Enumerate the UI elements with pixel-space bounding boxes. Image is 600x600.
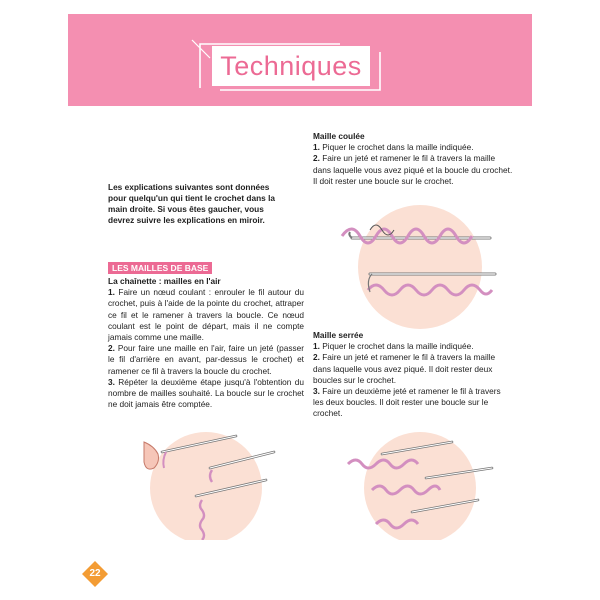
maille-serree-illustration	[342, 430, 502, 540]
maille-serree-title: Maille serrée	[313, 330, 364, 340]
chainette-block	[108, 276, 304, 410]
maille-coulee-step-2: 2. Faire un jeté et ramener le fil à travers la maille dans laquelle vous avez piqué et la boucle du crochet. Il doit rester une boucle sur le crochet.	[313, 153, 513, 186]
maille-serree-block	[313, 330, 513, 420]
section-tag: LES MAILLES DE BASE	[108, 262, 212, 274]
maille-coulee-step-1: 1. Piquer le crochet dans la maille indiquée.	[313, 142, 474, 153]
title-frame	[190, 38, 390, 94]
maille-serree-step-2: 2. Faire un jeté et ramener le fil à travers la maille dans laquelle vous avez piqué. Il doit rester deux boucles sur le crochet.	[313, 352, 496, 385]
chainette-step-1: 1. Faire un nœud coulant : enrouler le fil autour du crochet, puis à l'aide de la pointe du crochet, attraper ce fil et le ramener à travers la boucle. Ce nœud coulant est le point de départ, mais il ne compte jamais comme une maille.	[108, 287, 304, 343]
maille-serree-step-3: 3. Faire un deuxième jeté et ramener le fil à travers les deux boucles. Il doit rester une boucle sur le crochet.	[313, 386, 501, 419]
intro-text: Les explications suivantes sont données pour quelqu'un qui tient le crochet dans la main droite. Si vous êtes gaucher, vous devrez suivre les explications en miroir.	[108, 182, 275, 225]
page-number: 22	[82, 561, 108, 587]
chainette-illustration	[126, 430, 286, 540]
maille-coulee-block	[313, 131, 513, 187]
chainette-step-3: 3. Répéter la deuxième étape jusqu'à l'obtention du nombre de mailles souhaité. La boucle sur le crochet ne doit jamais être comptée.	[108, 376, 304, 410]
chainette-step-2: 2. Pour faire une maille en l'air, faire un jeté (passer le fil d'arrière en avant, par-dessus le crochet) et ramener ce fil à travers la boucle du crochet.	[108, 343, 304, 376]
page-title: Techniques	[212, 46, 370, 86]
hand-icon	[144, 442, 159, 469]
maille-coulee-illustration	[330, 202, 510, 332]
chainette-title: La chaînette : mailles en l'air	[108, 276, 221, 286]
maille-coulee-title: Maille coulée	[313, 131, 365, 141]
maille-serree-step-1: 1. Piquer le crochet dans la maille indiquée.	[313, 341, 474, 352]
